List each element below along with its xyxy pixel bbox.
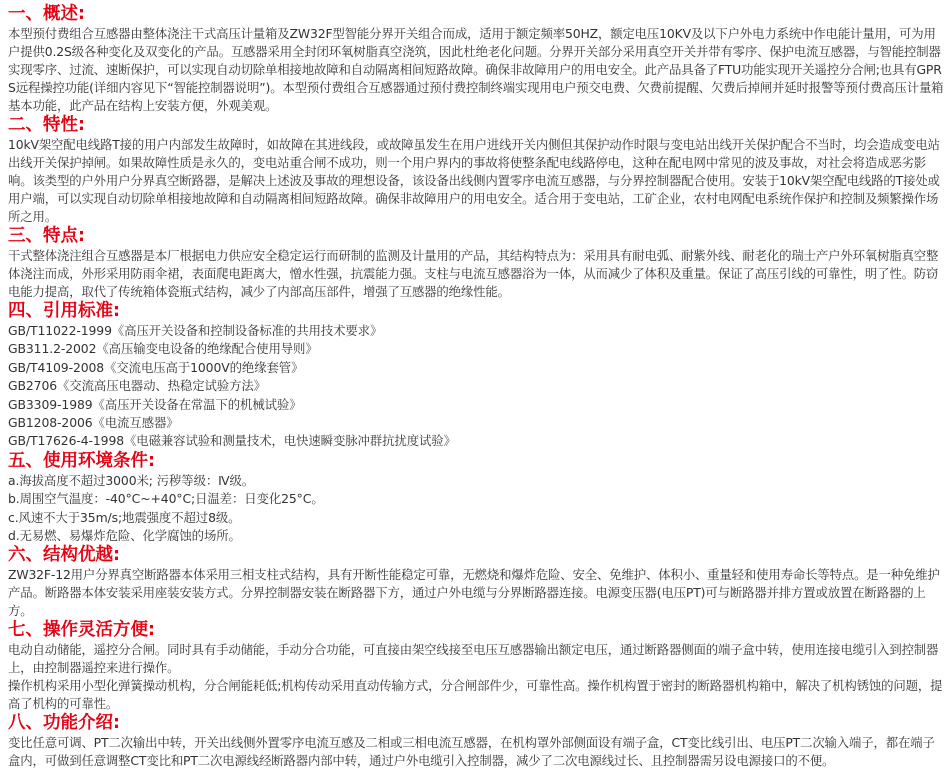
section-7 xyxy=(8,620,945,713)
section-list-line: GB3309-1989《高压开关设备在常温下的机械试验》 xyxy=(8,396,302,412)
section-paragraph: 本型预付费组合互感器由整体浇注干式高压计量箱及ZW32F型智能分界开关组合而成，适用于额定频率50HZ，额定电压10KV及以下户外电力系统中作电能计量用，可为用户提供0.2S级各种变化及双变化的产品。互感器采用全封闭环氧树脂真空浇筑，因此杜绝老化问题。分界开关部分采用真空开关并带有零序、保护电流互感器，与智能控制器实现零序、过流、速断保护，可以实现自动切除单相接地故障和自动隔离相间短路故障。确保非故障用户的用电安全。此产品具备了FTU功能实现开关遥控分合闸;也具有GPRS远程操控功能(详细内容见下“智能控制器说明”)。本型预付费组合互感器通过预付费控制终端实现用电户预交电费、欠费前提醒、欠费后掉闸并延时报警等预付费高压计量箱基本功能，此产品在结构上安装方便，外观美观。 xyxy=(8,26,944,113)
section-6 xyxy=(8,545,945,620)
section-heading: 二、特性: xyxy=(8,115,85,135)
section-2 xyxy=(8,115,945,226)
section-paragraph: ZW32F-12用户分界真空断路器本体采用三相支柱式结构，具有开断性能稳定可靠，无燃烧和爆炸危险、安全、免维护、体积小、重量轻和使用寿命长等特点。是一种免维护产品。断路器本体安装采用座装安装方式。分界控制器安装在断路器下方，通过户外电缆与分界断路器连接。电源变压器(电压PT)可与断路器并排方置或放置在断路器的上方。 xyxy=(8,567,940,619)
section-heading: 七、操作灵活方便: xyxy=(8,620,155,641)
section-paragraph: 10kV架空配电线路T接的用户内部发生故障时，如故障在其进线段，或故障虽发生在用户进线开关内侧但其保护动作时限与变电站出线开关保护配合不当时，均会造成变电站出线开关保护掉闸。如果故障性质是永久的，变电站重合闸不成功，则一个用户界内的事故将使整条配电线路停电，这种在配电网中常见的波及事故，对社会将造成恶劣影响。该类型的户外用户分界真空断路器，是解决上述波及事故的理想设备，该设备出线侧内置零序电流互感器，与分界控制器配合使用。安装于10kV架空配电线路的T接处或用户端，可以实现自动切除单相接地故障和自动隔离相间短路故障。确保非故障用户的用电安全。适合用于变电站，工矿企业，农村电网配电系统作保护和控制及频繁操作场所之用。 xyxy=(8,137,940,224)
section-3 xyxy=(8,226,945,301)
section-8 xyxy=(8,713,945,770)
section-list-line: GB2706《交流高压电器动、热稳定试验方法》 xyxy=(8,378,266,394)
section-heading: 一、概述: xyxy=(8,4,85,24)
section-list-line: b.周围空气温度：-40°C~+40°C;日温差：日变化25°C。 xyxy=(8,491,324,507)
section-paragraph: 电动自动储能，遥控分合闸。同时具有手动储能，手动分合功能，可直接由架空线接至电压互感器输出额定电压，通过断路器侧面的端子盒中转，使用连接电缆引入到控制器上，由控制器遥控来进行操作。 xyxy=(8,642,939,676)
section-1 xyxy=(8,4,945,115)
section-list-line: d.无易燃、易爆炸危险、化学腐蚀的场所。 xyxy=(8,528,241,544)
section-heading: 八、功能介绍: xyxy=(8,713,120,734)
section-list-line: GB/T17626-4-1998《电磁兼容试验和测量技术，电快速瞬变脉冲群抗扰度试验》 xyxy=(8,433,456,449)
section-heading: 三、特点: xyxy=(8,226,85,246)
section-list-line: c.风速不大于35m/s;地震强度不超过8级。 xyxy=(8,509,241,525)
section-list-line: GB/T4109-2008《交流电压高于1000V的绝缘套管》 xyxy=(8,359,304,375)
section-list-line: GB/T11022-1999《高压开关设备和控制设备标准的共用技术要求》 xyxy=(8,323,383,338)
section-list-line: GB1208-2006《电流互感器》 xyxy=(8,415,179,431)
section-paragraph: 变比任意可调、PT二次输出中转，开关出线侧外置零序电流互感及二相或三相电流互感器，在机构罩外部侧面设有端子盒，CT变比线引出、电压PT二次输入端子，都在端子盒内，可做到任意调整CT变比和PT二次电源线经断路器内部中转，通过户外电缆引入控制器，减少了二次电源线过长、且控制器需另设电源接口的不便。 xyxy=(8,735,935,769)
section-paragraph: 干式整体浇注组合互感器是本厂根据电力供应安全稳定运行而研制的监测及计量用的产品，其结构特点为：采用具有耐电弧、耐紫外线、耐老化的瑞士产户外环氧树脂真空整体浇注而成，外形采用防雨伞裙，表面爬电距离大，憎水性强，抗震能力强。支柱与电流互感器浴为一体，从而减少了体积及重量。保证了高压引线的可靠性，明了性。防窃电能力提高，取代了传统箱体瓷瓶式结构，减少了内部高压部件，增强了互感器的绝缘性能。 xyxy=(8,248,939,299)
section-4 xyxy=(8,301,945,451)
section-list-line: a.海拔高度不超过3000米; 污秽等级：Ⅳ级。 xyxy=(8,472,255,488)
section-list-line: GB311.2-2002《高压输变电设备的绝缘配合使用导则》 xyxy=(8,341,318,357)
section-heading: 六、结构优越: xyxy=(8,545,120,566)
section-heading: 四、引用标准: xyxy=(8,301,120,321)
section-paragraph: 操作机构采用小型化弹簧操动机构，分合闸能耗低;机构传动采用直动传输方式，分合闸部件少，可靠性高。操作机构置于密封的断路器机构箱中，解决了机构锈蚀的问题，提高了机构的可靠性。 xyxy=(8,678,943,712)
section-heading: 五、使用环境条件: xyxy=(8,450,155,471)
section-5 xyxy=(8,451,945,546)
